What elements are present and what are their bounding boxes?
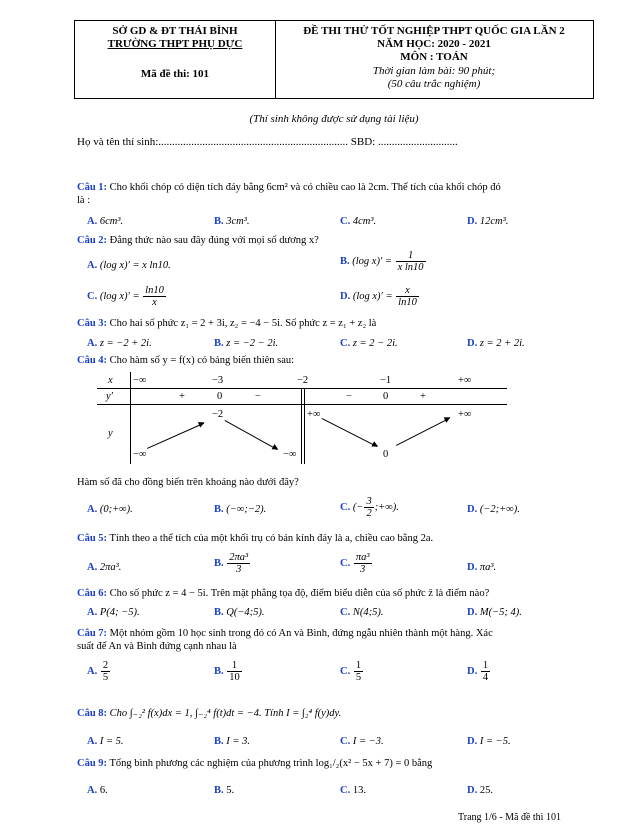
table-arrow-up (147, 423, 204, 449)
table-y-value: −∞ (283, 449, 297, 460)
question-2 (77, 235, 319, 246)
question-8 (77, 707, 341, 719)
table-y-value: +∞ (458, 409, 472, 420)
table-y-label: y (108, 428, 113, 439)
q8-option-c[interactable]: C. I = −3. (340, 736, 384, 747)
question-text: Cho số phức z = 4 − 5i. Trên mặt phẳng tọa độ, điểm biểu diễn của số phức z̄ là điểm nào? (109, 588, 490, 599)
table-x-value: −1 (380, 375, 392, 386)
question-text: Một nhóm gồm 10 học sinh trong đó có An và Bình, đứng ngẫu nhiên thành một hàng. Xác (109, 628, 493, 639)
table-sign: − (346, 391, 352, 402)
table-x-value: +∞ (458, 375, 472, 386)
exam-time: Thời gian làm bài: 90 phút; (372, 65, 496, 77)
question-label: Câu 6: (77, 588, 108, 599)
question-7-cont: suất để An và Bình đứng cạnh nhau là (77, 641, 237, 652)
table-arrow-up (396, 418, 450, 446)
q5-option-a[interactable]: A. 2πa³. (87, 562, 122, 573)
q1-option-c[interactable]: C. 4cm³. (340, 216, 377, 227)
q3-option-b[interactable]: B. z = −2 − 2i. (214, 338, 279, 349)
table-sign: − (255, 391, 261, 402)
question-text: Tính theo a thể tích của một khối trụ có bán kính đáy là a, chiều cao bằng 2a. (109, 533, 434, 544)
school-year: NĂM HỌC: 2020 - 2021 (377, 38, 491, 50)
question-label: Câu 2: (77, 235, 108, 246)
school-name: TRƯỜNG THPT PHỤ DỰC (107, 38, 243, 50)
subject: MÔN : TOÁN (400, 51, 468, 63)
q8-option-a[interactable]: A. I = 5. (87, 736, 124, 747)
q7-option-d[interactable]: D. $\frac{1}{4}$ (467, 660, 489, 684)
exam-note: (Thí sinh không được sử dụng tài liệu) (249, 113, 419, 125)
q4-option-a[interactable]: A. (0;+∞). (87, 504, 133, 515)
table-sign: + (179, 391, 185, 402)
table-y-value: +∞ (307, 409, 321, 420)
q4-option-d[interactable]: D. (−2;+∞). (467, 504, 520, 515)
question-label: Câu 7: (77, 628, 108, 639)
question-5 (77, 533, 433, 544)
question-label: Câu 5: (77, 533, 108, 544)
question-label: Câu 1: (77, 182, 108, 193)
question-label: Câu 3: (77, 318, 108, 329)
q1-option-b[interactable]: B. 3cm³. (214, 216, 250, 227)
question-text: Tổng bình phương các nghiệm của phương trình log₁/₂(x² − 5x + 7) = 0 bằng (109, 758, 433, 769)
q7-option-c[interactable]: C. $\frac{1}{5}$ (340, 660, 362, 684)
question-label: Câu 8: (77, 708, 108, 719)
table-arrow-down (225, 420, 278, 450)
q2-option-a[interactable]: A. (log x)′ = x ln10. (87, 260, 171, 271)
question-3 (77, 318, 376, 329)
q6-option-d[interactable]: D. M(−5; 4). (467, 607, 522, 618)
table-x-value: −∞ (133, 375, 147, 386)
question-label: Câu 4: (77, 355, 108, 366)
q2-option-d[interactable]: D. (log x)′ = $\frac{x}{\ln 10}$ (340, 285, 417, 309)
q8-option-b[interactable]: B. I = 3. (214, 736, 250, 747)
exam-title: ĐỀ THI THỬ TỐT NGHIỆP THPT QUỐC GIA LẦN 2 (303, 25, 565, 37)
q7-option-a[interactable]: A. $\frac{2}{5}$ (87, 660, 109, 684)
table-sign: 0 (383, 391, 389, 402)
question-text: Cho khối chóp có diện tích đáy bằng 6cm² và có chiều cao là 2cm. Thể tích của khối chóp đó (109, 182, 501, 193)
table-y-value: −∞ (133, 449, 147, 460)
question-7 (77, 628, 493, 639)
table-arrow-down (322, 418, 378, 447)
student-info-line: Họ và tên thí sinh:..................................................................... SBD: ............................. (77, 136, 458, 148)
table-sign: + (420, 391, 426, 402)
q6-option-c[interactable]: C. N(4;5). (340, 607, 384, 618)
question-4-prompt: Hàm số đã cho đồng biến trên khoảng nào dưới đây? (77, 477, 299, 488)
q3-option-c[interactable]: C. z = 2 − 2i. (340, 338, 398, 349)
question-text: Cho hai số phức z₁ = 2 + 3i, z₂ = −4 − 5i. Số phức z = z₁ + z₂ là (109, 318, 377, 329)
table-yp-label: y′ (106, 391, 113, 402)
q7-option-b[interactable]: B. $\frac{1}{10}$ (214, 660, 240, 684)
q9-option-c[interactable]: C. 13. (340, 785, 366, 796)
q1-option-d[interactable]: D. 12cm³. (467, 216, 509, 227)
question-count: (50 câu trắc nghiệm) (387, 78, 481, 90)
table-x-label: x (108, 375, 113, 386)
q2-option-b[interactable]: B. (log x)′ = $\frac{1}{\text{x ln10}}$ (340, 250, 424, 274)
q6-option-b[interactable]: B. Q(−4;5). (214, 607, 265, 618)
q3-option-d[interactable]: D. z = 2 + 2i. (467, 338, 525, 349)
question-1-cont: là : (77, 195, 91, 206)
question-1 (77, 182, 501, 193)
exam-code: Mã đề thi: 101 (140, 68, 210, 80)
q1-option-a[interactable]: A. 6cm³. (87, 216, 124, 227)
question-9 (77, 758, 432, 769)
q2-option-c[interactable]: C. (log x)′ = $\frac{\ln 10}{x}$ (87, 285, 164, 309)
q9-option-d[interactable]: D. 25. (467, 785, 493, 796)
q9-option-a[interactable]: A. 6. (87, 785, 108, 796)
question-text: Cho hàm số y = f(x) có bảng biến thiên sau: (109, 355, 295, 366)
table-y-value: −2 (212, 409, 224, 420)
table-sign: 0 (217, 391, 223, 402)
table-x-value: −2 (297, 375, 309, 386)
question-text: Cho ∫₋₂² f(x)dx = 1, ∫₋₂⁴ f(t)dt = −4. Tính I = ∫₂⁴ f(y)dy. (109, 708, 342, 719)
q9-option-b[interactable]: B. 5. (214, 785, 235, 796)
question-label: Câu 9: (77, 758, 108, 769)
q4-option-c[interactable]: C. (− $\frac{3}{2}$ ;+∞). (340, 496, 399, 520)
question-6 (77, 588, 489, 599)
page-footer: Trang 1/6 - Mã đề thi 101 (458, 812, 561, 823)
q5-option-b[interactable]: B. $\frac{\text{2πa³}}{3}$ (214, 552, 249, 576)
q8-option-d[interactable]: D. I = −5. (467, 736, 511, 747)
table-y-value: 0 (383, 449, 389, 460)
question-4 (77, 355, 294, 366)
q5-option-c[interactable]: C. $\frac{\text{πa³}}{3}$ (340, 552, 370, 576)
q4-option-b[interactable]: B. (−∞;−2). (214, 504, 267, 515)
q6-option-a[interactable]: A. P(4; −5). (87, 607, 140, 618)
question-text: Đẳng thức nào sau đây đúng với mọi số dương x? (109, 235, 319, 246)
dept-name: SỞ GD & ĐT THÁI BÌNH (112, 25, 238, 37)
q3-option-a[interactable]: A. z = −2 + 2i. (87, 338, 152, 349)
q5-option-d[interactable]: D. πa³. (467, 562, 497, 573)
table-x-value: −3 (212, 375, 224, 386)
